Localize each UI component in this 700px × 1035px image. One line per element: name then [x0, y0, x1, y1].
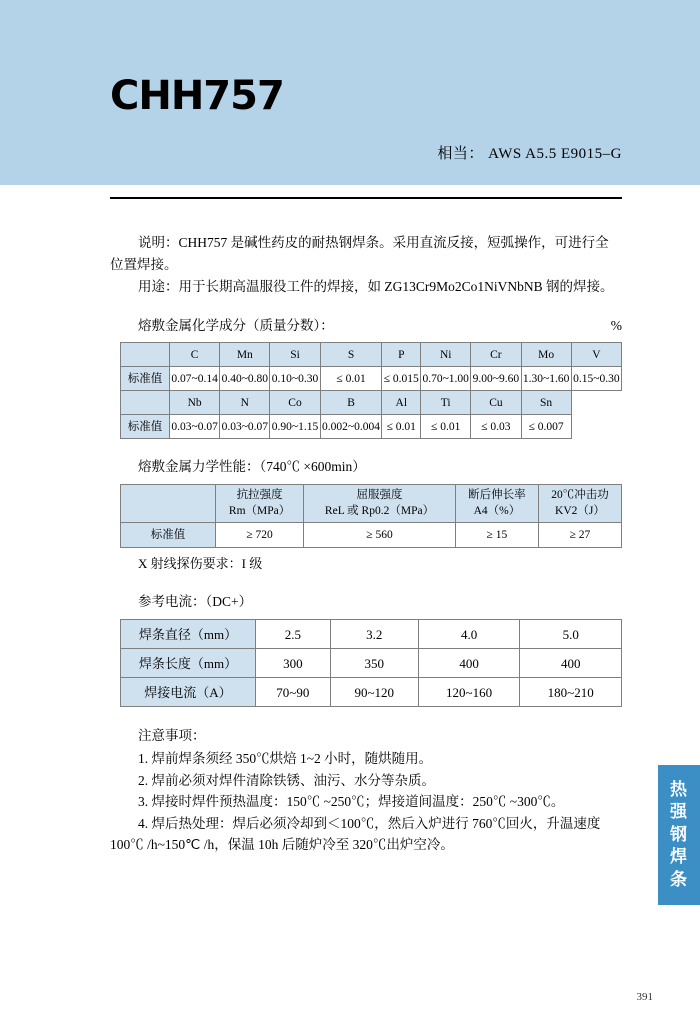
chem2-v1: 0.03~0.07: [170, 415, 220, 439]
chem-v0: 标准值: [121, 367, 170, 391]
cur-r0-c0: 2.5: [256, 620, 331, 649]
chem2-h7: Cu: [471, 391, 521, 415]
mech-section-label: 熔敷金属力学性能：（740℃ ×600min）: [138, 459, 366, 475]
chem2-v9-empty: [571, 415, 621, 439]
table-row: [121, 523, 622, 548]
cur-r1-c1: 350: [330, 649, 418, 678]
mech-h4: [538, 485, 621, 523]
chem2-h8: Sn: [521, 391, 571, 415]
chem-h7: Cr: [471, 343, 521, 367]
reference-current-table: [120, 619, 622, 707]
chem2-v4: 0.002~0.004: [320, 415, 382, 439]
mech-v4: ≥ 27: [538, 523, 621, 548]
cur-r1-c2: 400: [418, 649, 520, 678]
chem-v2: 0.40~0.80: [220, 367, 270, 391]
chem2-v2: 0.03~0.07: [220, 415, 270, 439]
chem2-v6: ≤ 0.01: [421, 415, 471, 439]
document-content: [110, 232, 622, 856]
chem-h5: P: [382, 343, 421, 367]
chem2-h4: B: [320, 391, 382, 415]
mech-v2: ≥ 560: [304, 523, 456, 548]
divider: [110, 197, 622, 199]
mech-v0: 标准值: [121, 523, 216, 548]
mech-h3-l1: 断后伸长率: [468, 489, 526, 502]
mech-h2-l1: 屈服强度: [356, 489, 403, 502]
table-row: [121, 649, 622, 678]
note-item-2: 2. 焊前必须对焊件清除铁锈、油污、水分等杂质。: [138, 772, 435, 788]
mech-h1-l1: 抗拉强度: [236, 489, 283, 502]
cur-r2-label: 焊接电流（A）: [121, 678, 256, 707]
cur-r0-label: 焊条直径（mm）: [121, 620, 256, 649]
mech-h2: [304, 485, 456, 523]
note-item-1: 1. 焊前焊条须经 350℃烘焙 1~2 小时，随烘随用。: [138, 751, 433, 767]
cur-r2-c3: 180~210: [520, 678, 622, 707]
chem-h3: Si: [270, 343, 320, 367]
mech-v1: ≥ 720: [216, 523, 304, 548]
chem-label-text: 熔敷金属化学成分（质量分数）：: [138, 317, 334, 333]
section-side-tab: [658, 765, 700, 905]
description-intro: 说明：CHH757 是碱性药皮的耐热钢焊条。采用直流反接，短弧操作，可进行全位置焊接。: [110, 235, 609, 272]
section-side-tab-label: 热强钢焊条: [670, 779, 688, 890]
cur-r0-c3: 5.0: [520, 620, 622, 649]
chem2-h1: Nb: [170, 391, 220, 415]
table-row: [121, 620, 622, 649]
chem2-v0: 标准值: [121, 415, 170, 439]
cur-r1-label: 焊条长度（mm）: [121, 649, 256, 678]
table-row: [121, 678, 622, 707]
cur-r2-c0: 70~90: [256, 678, 331, 707]
chem-v9: 0.15~0.30: [571, 367, 621, 391]
cur-r0-c2: 4.0: [418, 620, 520, 649]
table-row: [121, 485, 622, 523]
mech-h2-l2: ReL 或 Rp0.2（MPa）: [324, 504, 435, 517]
table-row: [121, 343, 622, 367]
cur-r0-c1: 3.2: [330, 620, 418, 649]
chemical-composition-table: [120, 342, 622, 439]
note-item-3: 3. 焊接时焊件预热温度：150℃ ~250℃；焊接道间温度：250℃ ~300℃。: [138, 794, 565, 810]
chem-v7: 9.00~9.60: [471, 367, 521, 391]
chem-h4: S: [320, 343, 382, 367]
chem2-h0: [121, 391, 170, 415]
chem2-h3: Co: [270, 391, 320, 415]
equivalent-standard: 相当： AWS A5.5 E9015–G: [437, 146, 622, 162]
mech-h3: [455, 485, 538, 523]
chem-h1: C: [170, 343, 220, 367]
page-number: 391: [636, 991, 653, 1003]
xray-requirement: X 射线探伤要求：I 级: [138, 556, 263, 572]
mech-h3-l2: A4（%）: [473, 504, 521, 517]
chem-h2: Mn: [220, 343, 270, 367]
mechanical-properties-table: [120, 484, 622, 548]
chem-v5: ≤ 0.015: [382, 367, 421, 391]
mech-h1: [216, 485, 304, 523]
description-usage: 用途：用于长期高温服役工件的焊接，如 ZG13Cr9Mo2Co1NiVNbNB 钢的焊接。: [138, 278, 614, 294]
chem2-h9-empty: [571, 391, 621, 415]
table-row: [121, 415, 622, 439]
page-title: CHH757: [110, 73, 284, 119]
chem-section-label: [138, 315, 622, 337]
mech-h4-l1: 20℃冲击功: [551, 489, 609, 502]
chem-v8: 1.30~1.60: [521, 367, 571, 391]
chem2-v8: ≤ 0.007: [521, 415, 571, 439]
current-section-label: 参考电流：（DC+）: [138, 594, 253, 610]
mech-h4-l2: KV2（J）: [555, 504, 605, 517]
table-row: [121, 367, 622, 391]
chem2-h6: Ti: [421, 391, 471, 415]
mech-v3: ≥ 15: [455, 523, 538, 548]
cur-r2-c2: 120~160: [418, 678, 520, 707]
chem2-v3: 0.90~1.15: [270, 415, 320, 439]
chem-unit: %: [610, 317, 622, 333]
note-item-4: 4. 焊后热处理：焊后必须冷却到＜100℃，然后入炉进行 760℃回火，升温速度 100℃ /h~150℃ /h，保温 10h 后随炉冷至 320℃出炉空冷。: [110, 815, 601, 853]
chem-h0: [121, 343, 170, 367]
chem-h8: Mo: [521, 343, 571, 367]
mech-h0: [121, 485, 216, 523]
cur-r1-c0: 300: [256, 649, 331, 678]
chem-v6: 0.70~1.00: [421, 367, 471, 391]
chem-v4: ≤ 0.01: [320, 367, 382, 391]
chem-v3: 0.10~0.30: [270, 367, 320, 391]
chem2-h5: Al: [382, 391, 421, 415]
cur-r2-c1: 90~120: [330, 678, 418, 707]
chem2-v5: ≤ 0.01: [382, 415, 421, 439]
chem-v1: 0.07~0.14: [170, 367, 220, 391]
chem-h6: Ni: [421, 343, 471, 367]
chem-h9: V: [571, 343, 621, 367]
chem2-v7: ≤ 0.03: [471, 415, 521, 439]
chem2-h2: N: [220, 391, 270, 415]
cur-r1-c3: 400: [520, 649, 622, 678]
notes-title: 注意事项：: [138, 728, 206, 744]
table-row: [121, 391, 622, 415]
mech-h1-l2: Rm（MPa）: [228, 504, 291, 517]
